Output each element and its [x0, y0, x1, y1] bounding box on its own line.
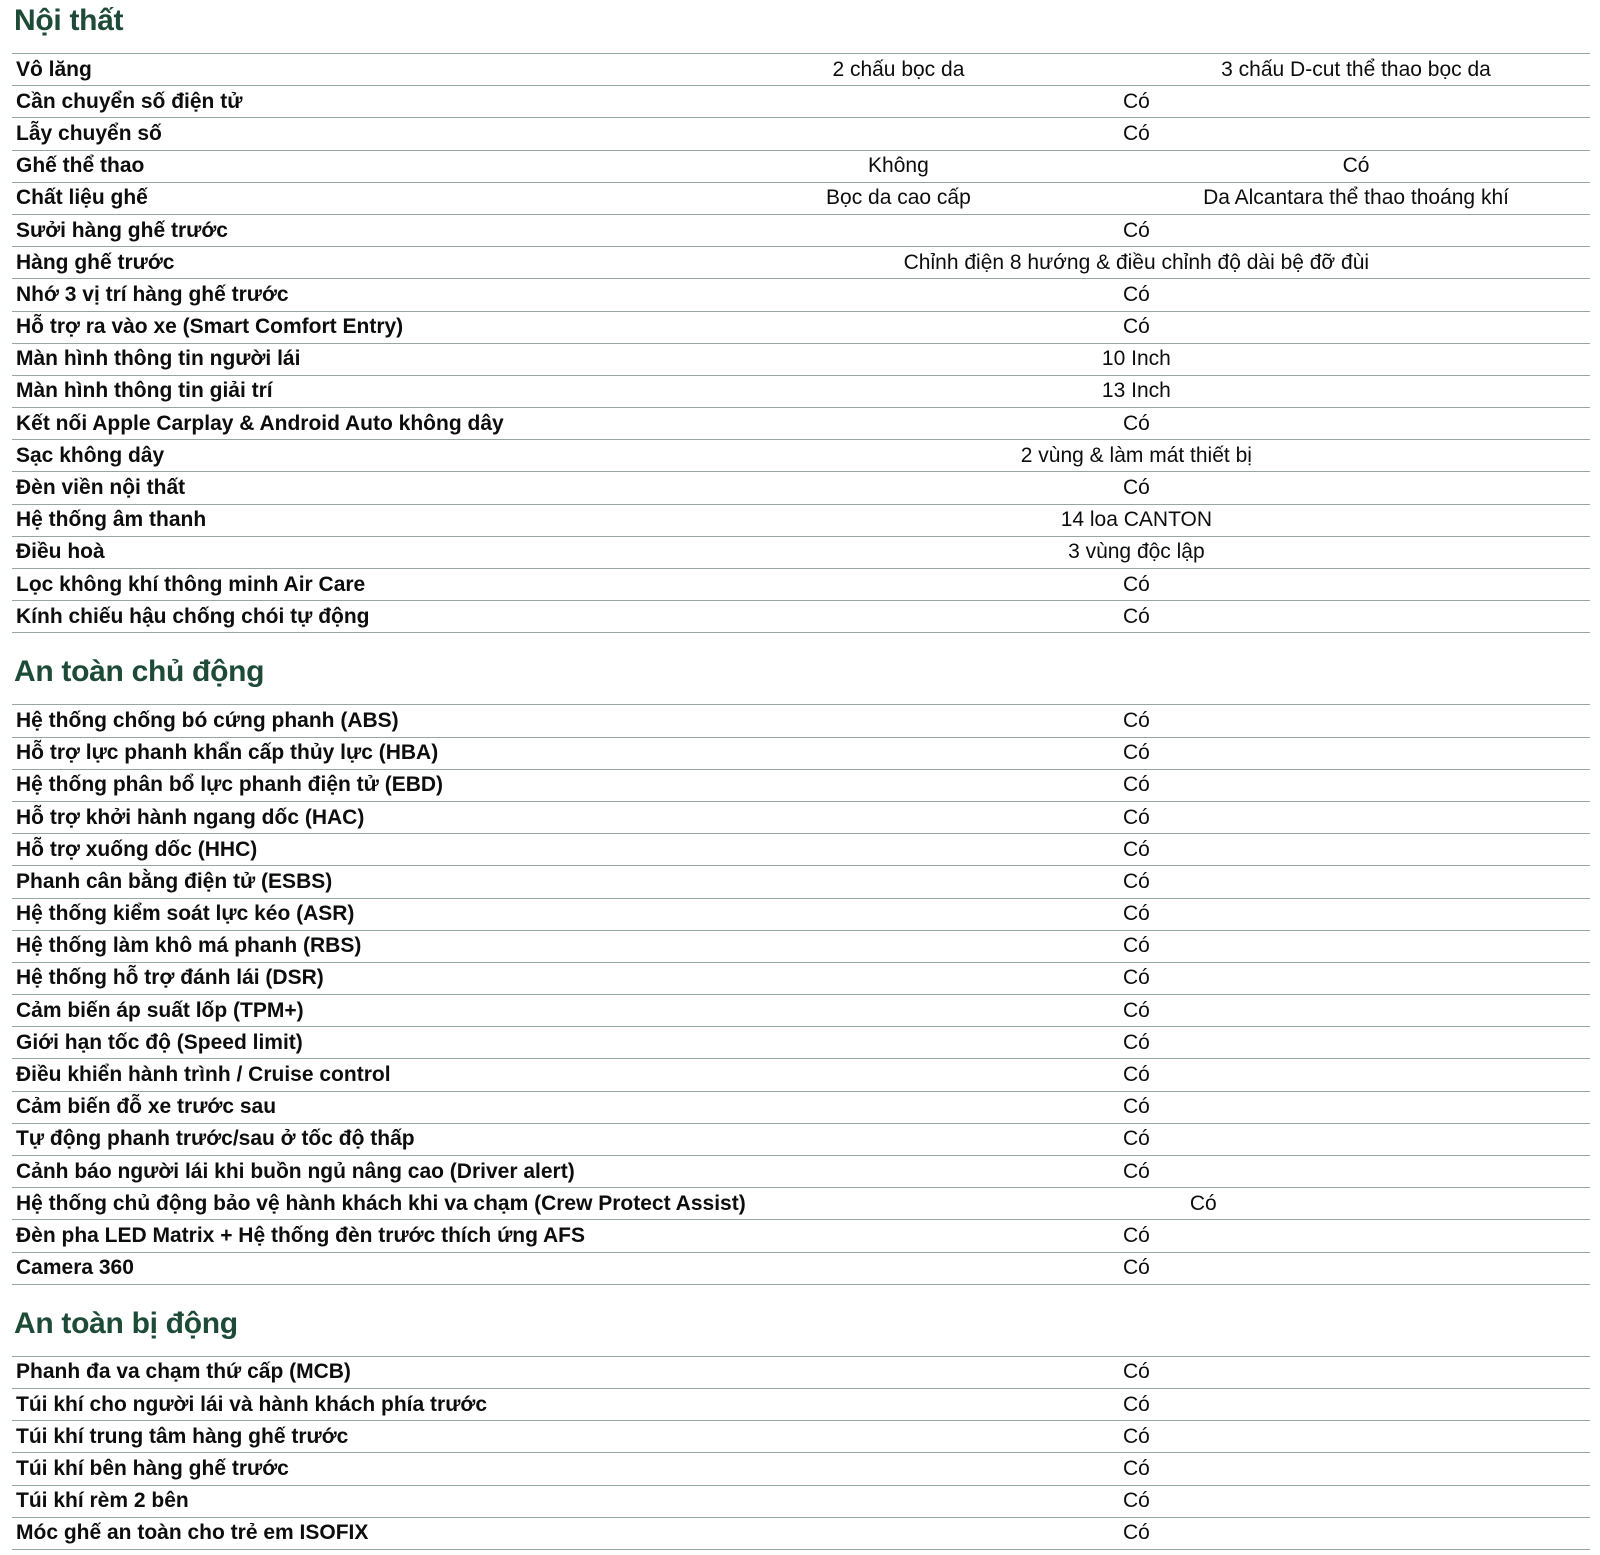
feature-label: Điều khiển hành trình / Cruise control	[16, 1063, 391, 1087]
value-cells	[679, 835, 1594, 865]
value-cells	[679, 706, 1594, 736]
value-cells	[679, 280, 1594, 310]
feature-value: Có	[1122, 741, 1150, 765]
feature-value: Có	[1122, 218, 1150, 242]
feature-label: Tự động phanh trước/sau ở tốc độ thấp	[16, 1127, 415, 1151]
feature-value: Có	[1122, 1392, 1150, 1416]
feature-value: Có	[1122, 476, 1150, 500]
table-row	[12, 440, 1590, 472]
table-row	[12, 1059, 1590, 1091]
value-cells	[679, 1253, 1594, 1283]
value-cells	[679, 87, 1594, 117]
feature-value: Có	[1122, 89, 1150, 113]
value-cells	[679, 1221, 1594, 1251]
feature-label: Túi khí bên hàng ghế trước	[16, 1456, 289, 1480]
feature-value: Có	[1122, 1223, 1150, 1247]
feature-label: Móc ghế an toàn cho trẻ em ISOFIX	[16, 1521, 369, 1545]
table-row	[12, 1357, 1590, 1389]
table-row	[12, 1092, 1590, 1124]
table-row	[12, 215, 1590, 247]
feature-label: Cảnh báo người lái khi buồn ngủ nâng cao (Driver alert)	[16, 1159, 575, 1183]
feature-label: Hỗ trợ khởi hành ngang dốc (HAC)	[16, 805, 365, 829]
feature-label: Giới hạn tốc độ (Speed limit)	[16, 1030, 303, 1054]
table-row	[12, 183, 1590, 215]
value-cells	[679, 1157, 1594, 1187]
table-row	[12, 279, 1590, 311]
feature-label: Cần chuyển số điện tử	[16, 89, 243, 113]
feature-label: Màn hình thông tin giải trí	[16, 379, 273, 403]
feature-label: Lọc không khí thông minh Air Care	[16, 572, 366, 596]
feature-label: Cảm biến đỗ xe trước sau	[16, 1095, 277, 1119]
table-row	[12, 569, 1590, 601]
feature-value: Có	[1122, 998, 1150, 1022]
feature-value: Có	[1122, 1095, 1150, 1119]
feature-value: Da Alcantara thể thao thoáng khí	[1203, 186, 1509, 210]
feature-value: Có	[1122, 572, 1150, 596]
value-cells	[679, 409, 1594, 439]
feature-label: Hệ thống kiểm soát lực kéo (ASR)	[16, 902, 355, 926]
feature-label: Sạc không dây	[16, 443, 165, 467]
feature-value: Có	[1122, 934, 1150, 958]
value-cells	[679, 1357, 1594, 1387]
feature-label: Ghế thể thao	[16, 154, 145, 178]
table-row	[12, 1188, 1590, 1220]
feature-value: Có	[1122, 121, 1150, 145]
feature-value: Có	[1122, 1159, 1150, 1183]
table-row	[12, 1253, 1590, 1285]
feature-label: Túi khí rèm 2 bên	[16, 1489, 189, 1513]
spec-table	[12, 704, 1590, 1284]
value-cells	[679, 996, 1594, 1026]
table-row	[12, 1220, 1590, 1252]
feature-value: Có	[1122, 282, 1150, 306]
table-row	[12, 1156, 1590, 1188]
table-row	[12, 601, 1590, 633]
feature-label: Kính chiếu hậu chống chói tự động	[16, 604, 370, 628]
table-row	[12, 537, 1590, 569]
feature-value: Có	[1189, 1191, 1217, 1215]
feature-value: 2 vùng & làm mát thiết bị	[1020, 443, 1252, 467]
feature-label: Hệ thống âm thanh	[16, 508, 207, 532]
table-row	[12, 995, 1590, 1027]
value-cells	[679, 473, 1594, 503]
feature-value: Có	[1122, 1030, 1150, 1054]
feature-value: Có	[1122, 1360, 1150, 1384]
value-cells	[679, 248, 1594, 278]
table-row	[12, 472, 1590, 504]
feature-label: Hỗ trợ lực phanh khẩn cấp thủy lực (HBA)	[16, 741, 439, 765]
feature-label: Hệ thống chống bó cứng phanh (ABS)	[16, 708, 399, 732]
value-cells	[679, 1422, 1594, 1452]
table-row	[12, 1389, 1590, 1421]
value-cells	[679, 602, 1594, 632]
value-cells	[679, 312, 1594, 342]
value-cells	[679, 899, 1594, 929]
table-row	[12, 312, 1590, 344]
value-cells	[746, 1189, 1600, 1219]
table-row	[12, 1486, 1590, 1518]
feature-label: Camera 360	[16, 1256, 134, 1280]
value-cells	[679, 505, 1594, 535]
table-row	[12, 408, 1590, 440]
value-cells	[679, 867, 1594, 897]
feature-label: Sưởi hàng ghế trước	[16, 218, 228, 242]
value-cells	[679, 1486, 1594, 1516]
section-title: Nội thất	[14, 4, 124, 37]
feature-value: Có	[1122, 1521, 1150, 1545]
feature-value: 14 loa CANTON	[1060, 508, 1213, 532]
feature-value: Có	[1122, 805, 1150, 829]
value-cells	[679, 55, 1594, 85]
feature-value: Bọc da cao cấp	[826, 186, 971, 210]
feature-label: Lẫy chuyển số	[16, 121, 162, 145]
table-row	[12, 54, 1590, 86]
feature-value: Có	[1122, 773, 1150, 797]
table-row	[12, 376, 1590, 408]
feature-value: Có	[1122, 1456, 1150, 1480]
feature-label: Đèn pha LED Matrix + Hệ thống đèn trước thích ứng AFS	[16, 1223, 586, 1247]
feature-value: Có	[1122, 1424, 1150, 1448]
value-cells	[679, 570, 1594, 600]
value-cells	[679, 151, 1594, 181]
value-cells	[679, 1060, 1594, 1090]
feature-label: Phanh đa va chạm thứ cấp (MCB)	[16, 1360, 351, 1384]
table-row	[12, 505, 1590, 537]
value-cells	[679, 537, 1594, 567]
table-row	[12, 899, 1590, 931]
feature-label: Túi khí cho người lái và hành khách phía trước	[16, 1392, 488, 1416]
feature-label: Phanh cân bằng điện tử (ESBS)	[16, 869, 333, 893]
value-cells	[679, 770, 1594, 800]
feature-value: Có	[1122, 315, 1150, 339]
value-cells	[679, 376, 1594, 406]
table-row	[12, 1518, 1590, 1550]
feature-value: 13 Inch	[1101, 379, 1171, 403]
table-row	[12, 118, 1590, 150]
section-title: An toàn bị động	[14, 1306, 238, 1340]
feature-value: Có	[1122, 708, 1150, 732]
feature-value: Chỉnh điện 8 hướng & điều chỉnh độ dài bệ đỡ đùi	[903, 250, 1370, 274]
feature-label: Điều hoà	[16, 540, 105, 564]
table-row	[12, 705, 1590, 737]
table-row	[12, 963, 1590, 995]
feature-value: Không	[868, 154, 929, 178]
feature-value: Có	[1122, 1127, 1150, 1151]
table-row	[12, 834, 1590, 866]
value-cells	[679, 963, 1594, 993]
table-row	[12, 1453, 1590, 1485]
feature-label: Nhớ 3 vị trí hàng ghế trước	[16, 282, 289, 306]
value-cells	[679, 738, 1594, 768]
spec-table	[12, 53, 1590, 633]
feature-value: Có	[1122, 966, 1150, 990]
feature-value: Có	[1122, 1489, 1150, 1513]
feature-label: Hỗ trợ ra vào xe (Smart Comfort Entry)	[16, 315, 404, 339]
table-row	[12, 866, 1590, 898]
spec-table	[12, 1356, 1590, 1550]
feature-value: Có	[1122, 1256, 1150, 1280]
table-row	[12, 151, 1590, 183]
value-cells	[679, 119, 1594, 149]
table-row	[12, 931, 1590, 963]
feature-value: 2 chấu bọc da	[832, 57, 965, 81]
feature-value: Có	[1122, 411, 1150, 435]
feature-label: Hỗ trợ xuống dốc (HHC)	[16, 837, 258, 861]
feature-value: Có	[1122, 837, 1150, 861]
value-cells	[679, 1518, 1594, 1548]
table-row	[12, 1124, 1590, 1156]
feature-label: Màn hình thông tin người lái	[16, 347, 301, 371]
table-row	[12, 1027, 1590, 1059]
table-row	[12, 344, 1590, 376]
value-cells	[679, 1390, 1594, 1420]
feature-label: Hệ thống phân bổ lực phanh điện tử (EBD)	[16, 773, 444, 797]
feature-value: Có	[1122, 1063, 1150, 1087]
feature-label: Chất liệu ghế	[16, 186, 148, 210]
feature-label: Kết nối Apple Carplay & Android Auto không dây	[16, 411, 504, 435]
value-cells	[679, 441, 1594, 471]
feature-value: Có	[1122, 869, 1150, 893]
feature-value: 3 chấu D-cut thể thao bọc da	[1221, 57, 1491, 81]
table-row	[12, 802, 1590, 834]
value-cells	[679, 1454, 1594, 1484]
value-cells	[679, 344, 1594, 374]
feature-label: Hàng ghế trước	[16, 250, 175, 274]
feature-value: 3 vùng độc lập	[1068, 540, 1205, 564]
table-row	[12, 738, 1590, 770]
feature-label: Hệ thống chủ động bảo vệ hành khách khi va chạm (Crew Protect Assist)	[16, 1191, 746, 1215]
value-cells	[679, 216, 1594, 246]
feature-value: 10 Inch	[1101, 347, 1171, 371]
value-cells	[679, 803, 1594, 833]
feature-label: Túi khí trung tâm hàng ghế trước	[16, 1424, 349, 1448]
feature-value: Có	[1342, 154, 1370, 178]
feature-label: Đèn viền nội thất	[16, 476, 186, 500]
table-row	[12, 247, 1590, 279]
value-cells	[679, 1092, 1594, 1122]
feature-label: Hệ thống làm khô má phanh (RBS)	[16, 934, 362, 958]
table-row	[12, 86, 1590, 118]
value-cells	[679, 931, 1594, 961]
section-title: An toàn chủ động	[14, 655, 265, 689]
feature-label: Vô lăng	[16, 57, 92, 81]
value-cells	[679, 1124, 1594, 1154]
feature-label: Cảm biến áp suất lốp (TPM+)	[16, 998, 304, 1022]
feature-value: Có	[1122, 604, 1150, 628]
table-row	[12, 770, 1590, 802]
value-cells	[679, 183, 1594, 213]
table-row	[12, 1421, 1590, 1453]
feature-label: Hệ thống hỗ trợ đánh lái (DSR)	[16, 966, 324, 990]
feature-value: Có	[1122, 902, 1150, 926]
value-cells	[679, 1028, 1594, 1058]
